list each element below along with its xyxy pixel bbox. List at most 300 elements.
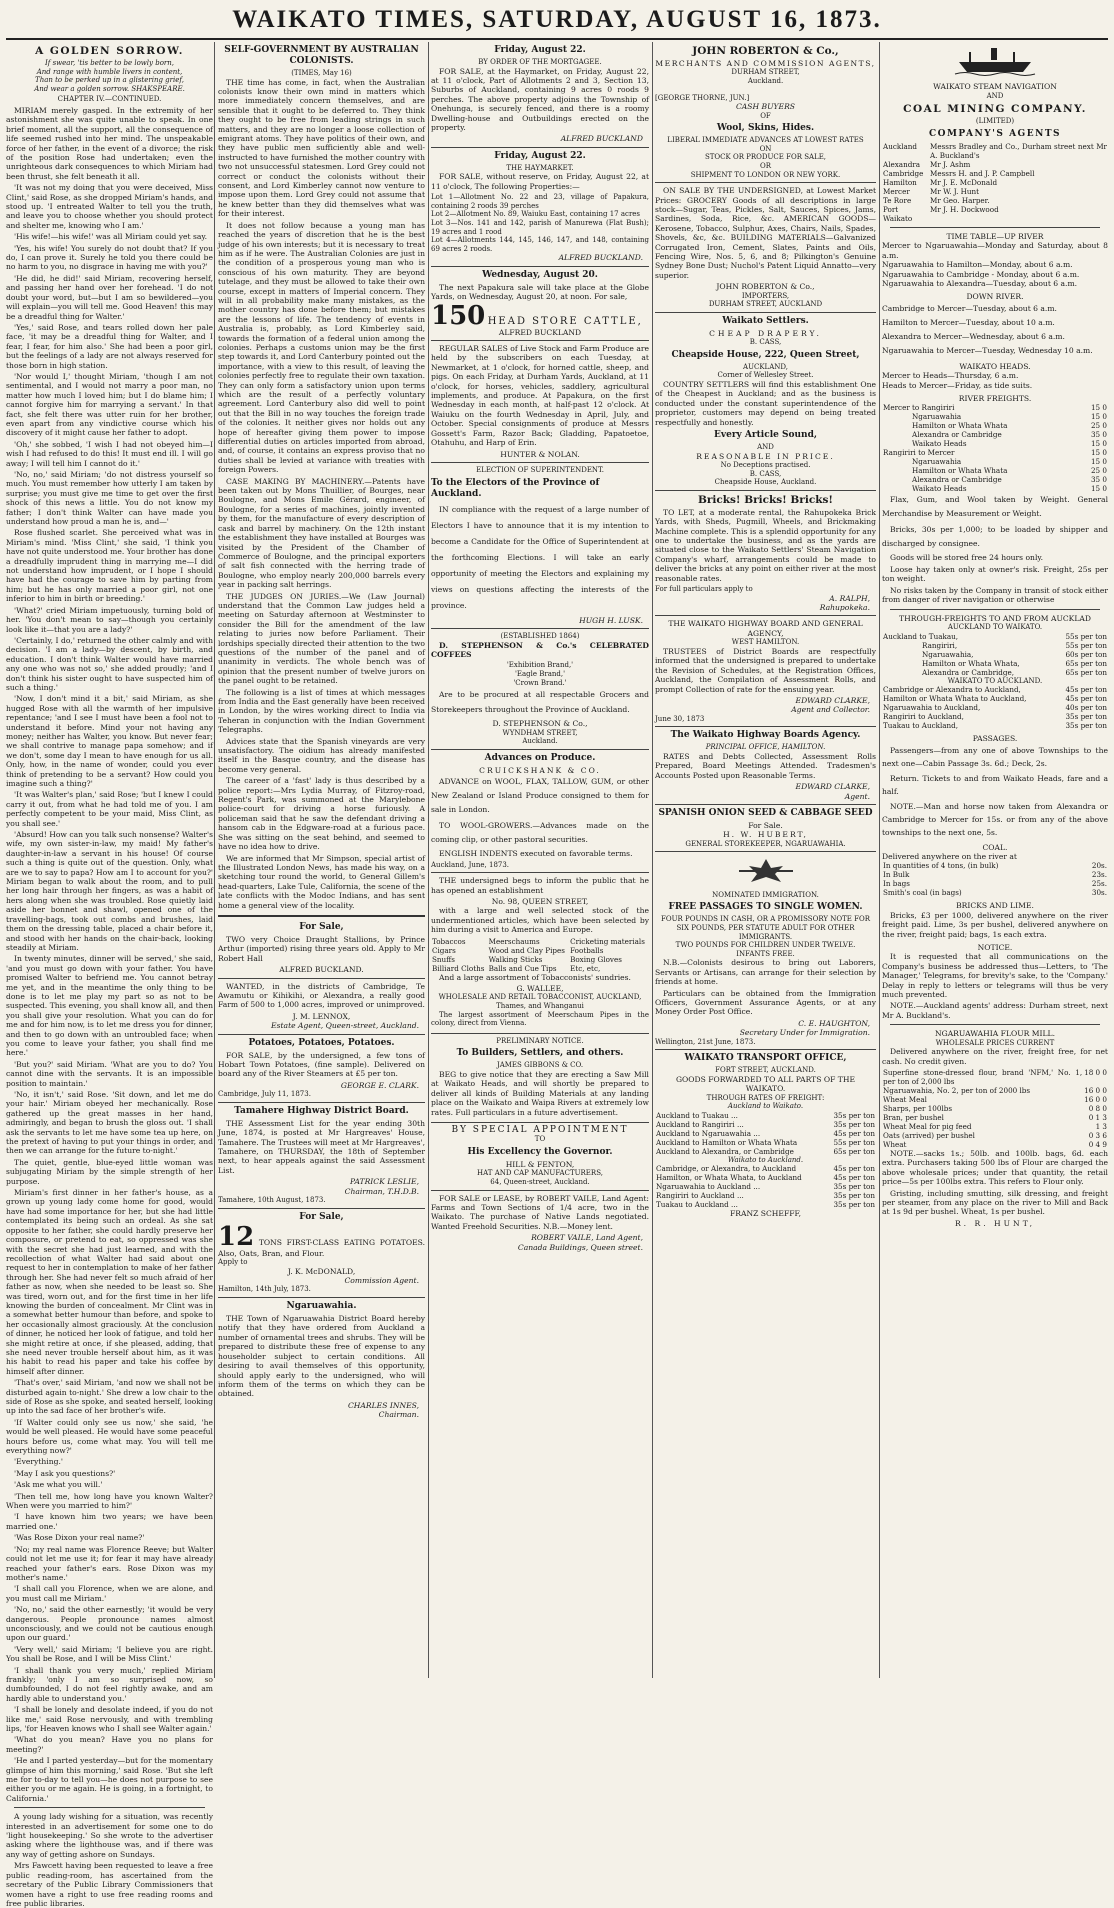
ad-title: ELECTION OF SUPERINTENDENT. [476,465,604,474]
item: In Bulk [883,870,910,880]
ad-for-sale-stallions [218,922,425,979]
item: Wheat [883,1140,907,1149]
timetable-row: Ngaruawahia to Alexandra—Tuesday, about 6 a.m. [882,279,1078,289]
item: In quantities of 4 tons, (in bulk) [883,861,999,871]
rate: 35s per ton [1065,712,1107,722]
paragraph: In twenty minutes, dinner will be served,' she said, 'and you must go down with your father. You have promised Walter to befriend me. You cannot betray me yet, and in the meantime the only thing to be done is to let me play my part so as not to be suspected. This evening, you shall know all, and then you shall give your resolution. What you can do for me and for him now, is to let me dress you for dinner, and then to go down with an untroubled face; when you come to leave your father, you shall find me here.' [6,954,213,1058]
ad-body: The next Papakura sale will take place at the Globe Yards, on Wednesday, August 20, at noon. For sale, [431,282,649,302]
price: 25s. [1091,879,1107,889]
rate: 45s per ton [833,1164,875,1174]
table-row [882,178,1108,187]
route: Ngaruawahia, [922,649,974,659]
ad-line: OR [759,161,771,170]
price: 0 4 9 [1088,1140,1107,1149]
paragraph: 'Nor would I,' thought Miriam, 'though I am not sentimental, and I would not marry a poor man, no matter how much I loved him; but I do blame him; I cannot forgive him for marrying a servant.' In that fact, she felt there was utter ruin for her brother, even apart from any vindictive course which his discovery of it might cause her father to adopt. [6,371,213,438]
agent: Mr Geo. Harper. [929,196,990,205]
ad-body: ADVANCE on WOOL, FLAX, TALLOW, GUM, or other New Zealand or Island Produce consigned to them for sale in London. [431,777,649,815]
table-row [882,685,1108,694]
item: Smith's coal (in bags) [883,888,962,898]
paragraph: 'Yes, his wife! You surely do not doubt that? If you do, I can prove it. Surely he told you there could be no harm to you, no disgrace in having me with you?' [6,243,213,272]
ad-signature: R. R. HUNT, [954,1218,1036,1228]
item: Bran, per bushel [883,1113,944,1122]
table-row [882,196,1108,205]
agent: Messrs Bradley and Co., Durham street next Mr A. Buckland's [929,142,1107,160]
table-row [882,421,1108,430]
column-divider [879,42,880,1678]
paragraph: The career of a 'fast' lady is thus described by a police report:—Mrs Lydia Murray, of Fitzroy-road, Regent's Park, was summoned at the Marylebone police-court for driving a horse furiously. A policeman said that he saw the defendant driving a hansom cab in the Edgware-road at a furious pace. She was sitting on the seat behind, and seemed to have no idea how to drive. [218,776,425,852]
rate: 65s per ton [1065,667,1107,677]
item: Cigars [432,945,456,955]
item: Cricketing materials [570,936,645,946]
divider [218,915,425,917]
ad-address: Corner of Wellesley Street. [717,371,814,380]
agents-table [882,142,1108,223]
table-row [882,1068,1108,1086]
item: In bags [883,879,910,889]
paragraph: Delivered anywhere on the river, freight free, for net cash. No credit given. [882,1047,1108,1066]
ad-headline: GOODS FORWARDED TO ALL PARTS OF THE WAIKATO. [675,1074,855,1094]
flour-price-table [882,1068,1108,1149]
table-row [882,187,1108,196]
epigraph-line: And range with humble livers in content, [36,67,183,76]
town: Te Rore [883,196,912,205]
ad-signature: FRANZ SCHEFFF, [729,1209,802,1219]
table-row [882,430,1108,439]
rate: 35 0 [1090,475,1107,485]
freight-table [655,1111,876,1156]
rate: 55s per ton [1065,640,1107,650]
ad-immigration [655,891,876,1050]
paragraph: NOTE.—Man and horse now taken from Alexandra or Cambridge to Mercer for 15s. or from any of the above townships to the next one, 5s. [882,801,1108,837]
ad-vaile-lease [431,1194,649,1252]
timetable-row: Ngaruawahia to Mercer—Tuesday, Wednesday 10 a.m. [882,345,1093,355]
table-row [882,160,1108,169]
ad-stephenson-coffees [431,632,649,750]
ad-firm: JAMES GIBBONS & CO. [496,1061,584,1070]
rate: 15 0 [1090,448,1107,458]
section-heading: TIME TABLE—UP RIVER [946,232,1044,241]
ad-title: Friday, August 22. [494,150,586,161]
table-row [882,439,1108,448]
ad-signature: HUGH H. LUSK. [579,615,643,625]
paragraph: Bricks, 30s per 1,000; to be loaded by shipper and discharged by consignee. [882,525,1108,549]
ad-signature: G. WALLEE, [516,983,564,993]
ad-signature-detail: WHOLESALE AND RETAIL TOBACCONIST, AUCKLAND, [438,993,642,1002]
ad-regular-sales [431,344,649,463]
ad-wallee-tobacconist [431,876,649,1034]
route: Alexandra or Cambridge, [922,667,1015,677]
ad-line: OF [760,111,771,120]
brand-item: 'Eagle Brand,' [514,669,566,678]
table-row [882,142,1108,160]
table-row [882,879,1108,888]
timetable-row: Mercer to Ngaruawahia—Monday and Saturday, about 8 a.m. [882,241,1108,260]
column-3-ads [431,42,649,1678]
ad-title: WAIKATO TRANSPORT OFFICE, [684,1053,847,1064]
ad-signature-detail: Secretary Under for Immigration. [739,1028,870,1038]
paragraph: 'What do you mean? Have you no plans for meeting?' [6,1735,213,1754]
ad-signature: B. CASS, [749,469,782,478]
ad-subtitle: BY ORDER OF THE MORTGAGEE. [478,58,602,66]
paragraph: 'It was Walter's plan,' said Rose; 'but I knew I could carry it out, from what he had told me of you. I am perfectly competent to be your maid, Miss Clint, as you shall see.' [6,790,214,828]
paragraph: 'May I ask you questions?' [14,1468,116,1478]
paragraph: No risks taken by the Company in transit of stock either from danger of river navigation or otherwise [882,585,1108,605]
section-heading: COMPANY'S AGENTS [928,129,1062,139]
table-row [882,888,1108,897]
ad-date: Wellington, 21st June, 1873. [655,1037,756,1046]
paragraph: Goods will be stored free 24 hours only. [890,553,1044,563]
ad-signature-detail: IMPORTERS, [741,291,790,300]
paragraph: 'Was Rose Dixon your real name?' [14,1533,145,1543]
ad-body: ENGLISH INDENTS executed on favorable terms. [439,849,633,859]
ad-ngaruawahia-board [218,1301,425,1419]
ad-subtitle: PRINCIPAL OFFICE, HAMILTON. [705,743,826,752]
ad-for-sale-potatoes [218,1212,425,1298]
item: Superfine stone-dressed flour, brand 'NFM,' No. 1, per ton of 2,000 lbs [883,1068,1083,1086]
ad-line: LIBERAL IMMEDIATE ADVANCES AT LOWEST RATES [667,136,864,145]
route: Ngaruawahia to Auckland, [883,703,981,713]
ad-title: The Waikato Highway Boards Agency. [670,730,861,741]
ad-city: Auckland. [747,77,784,85]
rate: 15 0 [1090,412,1107,422]
column-5-steam-navigation [882,42,1108,1678]
timetable-row: Heads to Mercer—Friday, as tide suits. [882,380,1033,390]
rate: 35s per ton [833,1191,875,1201]
agent: Mr J. E. McDonald [929,178,998,187]
town: Auckland [883,142,918,151]
price: 18 0 0 [1084,1068,1107,1077]
paragraph: It is requested that all communications on the Company's business be addressed thus—Letters, to 'The Manager,' Telegrams, for brevity's sake, to the 'Company.' Delay in reply to letters or telegrams will thus be very much prevented. [882,952,1108,999]
ad-body: TWO very Choice Draught Stallions, by Prince Arthur (imported) rising three years old. Apply to Mr Robert Hall [218,934,425,963]
ad-firm: CRUICKSHANK & CO. [479,765,601,775]
table-row [882,659,1108,668]
section-subheading: WHOLESALE PRICES CURRENT [935,1038,1055,1047]
ad-headline: To the Electors of the Province of Auckland. [431,477,600,499]
ad-body: RATES and Debts Collected, Assessment Rolls Prepared, Board Meetings Attended. Tradesmen's Accounts Posted upon Reasonable Terms. [655,751,876,780]
ad-signature-detail: Canada Buildings, Queen street. [517,1242,643,1252]
ad-title: Bricks! Bricks! Bricks! [697,493,834,506]
table-caption: WAIKATO TO AUCKLAND. [947,676,1043,685]
ad-signature: J. M. LENNOX, [292,1011,351,1021]
ad-subtitle: For Sale. [748,820,783,830]
route: Auckland to Hamilton or Whata Whata [656,1137,798,1147]
column-4-ads [655,42,876,1678]
item: Ngaruawahia, No. 2, per ton of 2000 lbs [883,1086,1031,1095]
ad-wanted-farm [218,982,425,1035]
ad-established: (ESTABLISHED 1864) [500,631,580,640]
table-row [882,870,1108,879]
ad-body: Particulars can be obtained from the Immigration Officers, Government Assurance Agents, or at any Money Order Post Office. [655,988,876,1017]
ad-subtitle: THE HAYMARKET. [506,163,574,172]
price: 23s. [1091,870,1107,880]
paragraph: 'Now, I don't mind it a bit,' said Miriam, as she hugged Rose with all the warmth of her impulsive repentance; 'and I see I must have been a fool not to understand it before. Mind your not having any money; neither has Walter, you know. But never fear; we shall contrive to manage papa somehow; and if we don't, some day I mean to have enough for us all. Only, how, in the name of wonder, could you ever think of pretending to be a servant? How could you imagine such a thing?' [6,694,213,788]
rate: 35s per ton [1065,721,1107,731]
rate: 45s per ton [833,1173,875,1183]
route: Rangiriri to Mercer [883,448,955,458]
ad-subtitle: MERCHANTS AND COMMISSION AGENTS, [655,59,876,68]
paragraph: 'Oh,' she sobbed, 'I wish I had not obeyed him—I wish I had refused to do this! It must end ill. I will go away; I will tell him I cannot do it.' [6,439,213,468]
paragraph: 'If Walter could only see us now,' she said, 'he would be well pleased. He would have some peaceful hours before us, come what may. You will tell me everything now?' [6,1417,213,1456]
table-row [882,861,1108,870]
ad-subtitle: WEST HAMILTON. [731,638,800,647]
route: Mercer to Rangiriri [883,403,955,413]
ad-potatoes [218,1038,425,1103]
ad-body: The largest assortment of Meerschaum Pipes in the colony, direct from Vienna. [431,1010,649,1028]
route: Waikato Heads [912,439,967,449]
paragraph: 'I have known him two years; we have been married one.' [6,1512,213,1531]
ad-title: NOMINATED IMMIGRATION. [712,890,819,899]
paragraph: The quiet, gentle, blue-eyed little woman was subjugating Miriam by the simple strength of her purpose. [6,1157,213,1186]
steamship-icon [882,46,1108,78]
brand-item: 'Exhibition Brand,' [506,661,574,670]
ad-signature: EDWARD CLARKE, [795,695,870,705]
paragraph: NOTE.—Auckland agents' address: Durham street, next Mr A. Buckland's. [882,1001,1108,1020]
table-row [882,694,1108,703]
table-row [655,1173,876,1182]
ad-title: Waikato Settlers. [722,315,809,326]
item: Tobaccos [432,936,466,946]
rate: 15 0 [1090,439,1107,449]
route: Auckland to Rangiriri ... [656,1119,744,1129]
item: Wheat Meal for pig feed [883,1122,972,1131]
ad-big-number: 12 [218,1221,255,1252]
company-name: COAL MINING COMPANY. [903,103,1087,116]
epigraph-line: If swear, 'tis better to be lowly born, [44,59,174,67]
paragraph: Mrs Fawcett having been requested to leave a free public reading-room, has ascertained from the secretary of the Public Library Commissioners that women have a right to use free reading rooms and free public libraries. [6,1861,213,1908]
ad-body: IN compliance with the request of a large number of Electors I have to announce that it is my intention to become a Candidate for the Office of Superintendent at the forthcoming Elections. I will take an early opportunity of meeting the Electors and explaining my views on questions affecting the interests of the province. [431,504,649,610]
ad-line: No Deceptions practised. [720,461,811,470]
ad-signature: EDWARD CLARKE, [795,782,870,792]
price: 16 0 0 [1084,1095,1107,1104]
column-divider [214,42,215,1678]
rate: 55s per ton [1065,631,1107,641]
paragraph: 'No, no,' said the other earnestly; 'it would be very dangerous. People pronounce names almost unconsciously, and we could not be cautious enough upon our guard.' [6,1605,213,1643]
divider [890,227,1100,228]
table-caption: AUCKLAND TO WAIKATO. [947,622,1043,631]
ad-title: For Sale, [299,921,344,932]
ad-title: Wednesday, August 20. [482,269,598,280]
ad-headline: Wool, Skins, Hides. [716,123,815,134]
paragraph: 'Everything.' [14,1457,63,1467]
table-row [882,457,1108,466]
agent: Mr J. Ashm [929,160,971,169]
rate: 55s per ton [833,1137,875,1147]
table-row [882,632,1108,641]
town: Port Waikato [883,205,913,223]
ad-hill-fenton [431,1126,649,1191]
ad-signature-detail: Thames, and Whanganui [496,1001,584,1010]
item: Balls and Cue Tips [488,963,557,973]
paragraph: 'He and I parted yesterday—but for the momentary glimpse of him this morning,' said Rose. 'But she left me for to-day to tell you—he does not purpose to see either you or me again. He is going, in a fortnight, to California.' [6,1756,213,1803]
through-freight-table [882,685,1108,730]
ad-body: THE Assessment List for the year ending 30th June, 1874, is posted at Mr Hargreaves' House, Tamahere. The Trustees will meet at Mr Hargreaves', Tamahere, on THURSDAY, the 18th of September next, to hear appeals against the said Assessment List. [218,1118,425,1175]
ad-signature-detail: Chairman. [378,1410,419,1420]
ad-body: ON SALE BY THE UNDERSIGNED, at Lowest Market Prices: GROCERY Goods of all descriptions in large stock—Sugar, Teas, Pickles, Salt, Sauces, Spices, Jams, Sardines, Soda, Rice, &c. AMERICAN GOODS—Kerosene, Tobacco, Sulphur, Axes, Chairs, Nails, Spades, Shovels, &c, &c. BUILDING MATERIALS—Galvanized Corrugated Iron, Cement, Slates, Paints and Oils, Fencing Wire, Nos. 5, 6, and 8; Pilkington's Genuine Sydney Bone Dust; Nuchol's Patent Liquid Annatto—very superior. [655,186,876,280]
ad-tamahere-board [218,1106,425,1209]
ad-title: THE WAIKATO HIGHWAY BOARD AND GENERAL AGENCY, [668,619,863,638]
column-divider [652,42,653,1678]
route: Cambridge or Alexandra to Auckland, [883,685,1021,695]
ad-body: TRUSTEES of District Boards are respectfully informed that the undersigned is prepared to undertake the Revision of Schedules, at the Registration Offices, Auckland, the Compilation of Assessment Rolls, and prompt Collection of rate for the ensuing year. [655,646,876,694]
article-title: SELF-GOVERNMENT BY AUSTRALIAN COLONISTS. [224,45,419,66]
item: Footballs [570,945,604,955]
table-row [882,205,1108,223]
ad-subtitle: TO [534,1135,546,1144]
table-row [882,169,1108,178]
table-row [655,1147,876,1156]
rate: 35 0 [1090,430,1107,440]
table-row [882,712,1108,721]
table-row [655,1182,876,1191]
route: Hamilton or Whata Whata, [922,658,1020,668]
rate: 65s per ton [1065,658,1107,668]
item: Walking Sticks [488,954,543,964]
paragraph: NOTE.—sacks 1s.; 50lb. and 100lb. bags, 6d. each extra. Purchasers taking 500 lbs of Flour are charged the above wholesale prices; under that quantity, the retail price—5s per 100lbs extra. This refers to Flour only. [882,1149,1108,1187]
item: Etc, etc, [570,963,601,973]
ad-friday-mortgagee [431,45,649,148]
paragraph: 'That's over,' said Miriam, 'and now we shall not be disturbed again to-night.' She drew a low chair to the side of Rose as she spoke, and seated herself, looking up into the sad face of her brother's wife. [6,1378,213,1416]
ad-signature-detail: DURHAM STREET, AUCKLAND [708,300,823,309]
article-source: (TIMES, May 16) [291,69,352,77]
timetable-row: Ngaruawahia to Cambridge - Monday, about 6 a.m. [882,269,1080,279]
rate: 25 0 [1090,466,1107,476]
ad-roberton [655,45,876,183]
price: 16 0 0 [1084,1086,1107,1095]
paragraph: Advices state that the Spanish vineyards are very unsatisfactory. The oidium has already manifested itself in the Basque country, and the disease has become very general. [218,736,425,774]
town: Alexandra [883,160,921,169]
route: Tuakau to Auckland, [883,721,959,731]
rate: 65s per ton [833,1146,875,1156]
table-row [655,1200,876,1209]
paragraph: 'Yes,' said Rose, and tears rolled down her pale face, 'it may be a dreadful thing for Walter, and I fear, I fear, for him also.' She had been a poor girl, but the feelings of a lady are not always reserved for those born in high station. [6,322,213,370]
paragraph: 'His wife!—his wife!' was all Miriam could yet say. [14,232,208,242]
divider [890,1024,1100,1025]
table-row [882,1140,1108,1149]
paragraph: Gristing, including smutting, silk dressing, and freight per steamer, from any place on the river to Mill and Back at 1s 9d per bushel. Wheat, 1s per bushel. [882,1188,1108,1217]
ad-line: CASH BUYERS [736,102,795,112]
price: 20s. [1091,861,1107,871]
chapter-heading: CHAPTER IV.—CONTINUED. [57,95,162,104]
paragraph: Delivered anywhere on the river at [882,851,1017,861]
ad-signature-detail: Cheapside House, Auckland. [714,478,817,487]
section-heading: NOTICE. [977,942,1013,952]
lot-item: Lot 4—Allotments 144, 145, 146, 147, and 148, containing 69 acres 2 roods. [431,236,649,253]
item: Wood and Clay Pipes [488,945,565,955]
table-row [655,1138,876,1147]
ad-signature: ALFRED BUCKLAND [560,134,643,144]
paragraph: THE JUDGES ON JURIES.—We (Law Journal) understand that the Common Law judges held a meeting on Saturday afternoon at Westminster to consider the Bill for the amendment of the law relating to juries now before Parliament. Their lordships specially directed their attention to the two questions of the number of the panel and of unanimity in verdicts. The whole bench was of opinion that the present number of twelve jurors on the panel ought to be retained. [218,591,425,686]
paragraph: 'Ask me what you will.' [14,1480,103,1490]
paragraph: 'Very well,' said Miriam; 'I believe you are right. You shall be Rose, and I will be Miss Clint.' [6,1644,213,1664]
paragraph: Loose hay taken only at owner's risk. Freight, 25s per ton weight. [882,564,1108,584]
ad-firm: JOHN ROBERTON & Co., [692,45,839,57]
route: Ngaruawahia [912,457,962,467]
ad-address: 64, Queen-street, Auckland. [490,1177,590,1186]
ad-signature: JOHN ROBERTON & Co., [716,282,815,292]
table-row [882,1113,1108,1122]
route: Auckland to Ngaruawahia ... [656,1128,761,1138]
item: Snuffs [432,954,455,964]
route: Cambridge, or Alexandra, to Auckland [656,1164,797,1174]
rate: 45s per ton [1065,694,1107,704]
section-heading: BRICKS AND LIME. [956,901,1034,911]
item: Oats (arrived) per bushel [883,1131,975,1140]
ad-city: AUCKLAND, [743,362,788,371]
paragraph: 'He did, he did!' said Miriam, recovering herself, and passing her hand over her forehead. 'I do not doubt your word, but—but I am so bewildered—you will explain—you will tell me. Good Heaven! this may be a dreadful thing for Walter.' [6,273,213,321]
ad-signature-detail: Rahupokeka. [819,603,870,613]
ad-signature: CHARLES INNES, [347,1400,419,1410]
ad-line: STOCK OR PRODUCE FOR SALE, [704,153,827,162]
ad-title: PRELIMINARY NOTICE. [496,1036,584,1045]
rate: 60s per ton [1065,649,1107,659]
ad-title: Tamahere Highway District Board. [234,1105,409,1116]
ad-highway-boards [655,730,876,805]
ad-title: SPANISH ONION SEED & CABBAGE SEED [658,807,873,818]
ad-firm: B. CASS, [749,338,782,347]
paragraph: We are informed that Mr Simpson, special artist of the Illustrated London News, has made his way, on a sketching tour round the world, to General Gillem's head-quarters, Lake Tule, California, the scene of the late conflicts with the Modoc Indians, and has sent home a general view of the locality. [218,853,425,910]
ad-body: FOR SALE, without reserve, on Friday, August 22, at 11 o'clock, The following Properties:— [431,172,649,191]
ad-headline: FREE PASSAGES TO SINGLE WOMEN. [668,902,863,913]
epigraph-line: Than to be perked up in a glistering grief, [35,76,184,85]
ad-date: Hamilton, 14th July, 1873. [218,1285,311,1294]
section-heading: COAL. [982,842,1008,852]
ad-body: THE Town of Ngaruawahia District Board hereby notify that they have ordered from Auckland a number of ornamental trees and shrubs. They will be prepared to distribute these free of expense to any householder subject to certain conditions. All desiring to avail themselves of this opportunity, should apply early to the undersigned, who will inform them of the terms on which they can be obtained. [218,1314,425,1399]
ad-partner: [GEORGE THORNE, JUN.] [655,93,750,102]
rate: 15 0 [1090,484,1107,494]
timetable-row: Mercer to Heads—Thursday, 6 a.m. [882,371,1019,381]
ad-firm: HILL & FENTON, [505,1159,575,1169]
table-row [882,484,1108,493]
story-title: A GOLDEN SORROW. [35,45,184,57]
agent: Mr W. J. Hunt [929,187,980,196]
price: 1 3 [1095,1122,1107,1131]
section-heading: RIVER FREIGHTS. [958,394,1032,404]
ad-signature: A. RALPH, [829,593,870,603]
route: Rangiriri to Auckland, [883,712,964,722]
route: Ngaruawahia to Auckland ... [656,1182,761,1192]
ad-signature: PATRICK LESLIE, [350,1177,419,1187]
ad-friday-haymarket [431,151,649,267]
ad-line: ON [759,144,772,153]
ad-signature-detail: Auckland. [522,737,558,746]
masthead-title: WAIKATO TIMES, SATURDAY, AUGUST 16, 1873. [232,6,882,33]
company-limited: (LIMITED) [975,117,1015,126]
ad-body: REGULAR SALES of Live Stock and Farm Produce are held by the subscribers on each Tuesday, at Newmarket, at 1 o'clock, for horned cattle, sheep, and pigs. On each Friday, at Durham Yards, Auckland, at 11 o'clock, for horses, vehicles, saddlery, agricultural implements, and produce. At Papakura, on the first Wednesday in each month, at half-past 12 o'clock. At Waiuku on the fourth Wednesday in April, July, and October. Special consignments of produce at Messrs Gossett's Farm, Razor Back; Gladding, Papatoetoe, Otahuhu, and Harp of Erin. [431,344,649,448]
item: Billiard Cloths [432,963,485,973]
ad-headline: CHEAP DRAPERY. [709,328,822,338]
town: Cambridge [883,169,924,178]
ad-signature: GEORGE E. CLARK. [340,1080,419,1090]
ad-line: INFANTS FREE. [736,949,795,958]
town: Mercer [883,187,910,196]
paragraph: 'No, no,' said Miriam; 'do not distress yourself so much. You must remember how utterly I am taken by surprise; you must give me time to get over the first shock of this news a little. You do not know my father; I don't think Walter can have made you understand how proud a man he is, and—' [6,470,213,527]
ad-signature: J. K. McDONALD, [287,1266,356,1276]
section-heading: PASSAGES. [972,734,1018,744]
paragraph: CASE MAKING BY MACHINERY.—Patents have been taken out by Mons Thuillier, of Bourges, near Boulogne, and Mons Emile Gérard, engineer, of Boulogne, for a series of machines, jointly invented by them, for the manufacture of every description of cask and barrel by machinery. On the 12th instant the establishment they have installed at Bourges was visited by the President of the Chamber of Commerce of Boulogne, and the principal exporters of salt fish connected with the herring trade of Boulogne, who employ nearly 200,000 barrels every year in packing salt herrings. [218,476,425,590]
item-table [431,937,649,973]
ad-body: FOR SALE, by the undersigned, a few tons of Hobart Town Potatoes, (fine sample). Delivered on board any of the River Steamers at £5 per ton. [218,1050,425,1079]
ad-body: TONS FIRST-CLASS EATING POTATOES. Also, Oats, Bran, and Flour. [218,1237,425,1258]
rate: 25 0 [1090,421,1107,431]
ad-signature: C. E. HAUGHTON, [798,1018,870,1028]
coal-table [882,861,1108,897]
ad-transport-office [655,1053,876,1219]
paragraph: 'It was not my doing that you were deceived, Miss Clint,' said Rose, as she dropped Miriam's hands, and stood up. 'I entreated Walter to tell you the truth, and leave you to choose whether you should protect and shelter me, knowing who I am.' [6,183,213,230]
paragraph: 'No; my real name was Florence Reeve; but Walter could not let me use it; for fear it may have already reached your father's ears. Rose Dixon was my mother's name.' [6,1544,213,1582]
paragraph: Flax, Gum, and Wool taken by Weight. General Merchandise by Measurement or Weight. [882,495,1108,519]
lot-item: Lot 3—Nos. 141 and 142, parish of Manurewa (Flat Bush); 19 acres and 1 rood [431,219,649,236]
section-heading: NGARUAWAHIA FLOUR MILL. [934,1029,1056,1039]
